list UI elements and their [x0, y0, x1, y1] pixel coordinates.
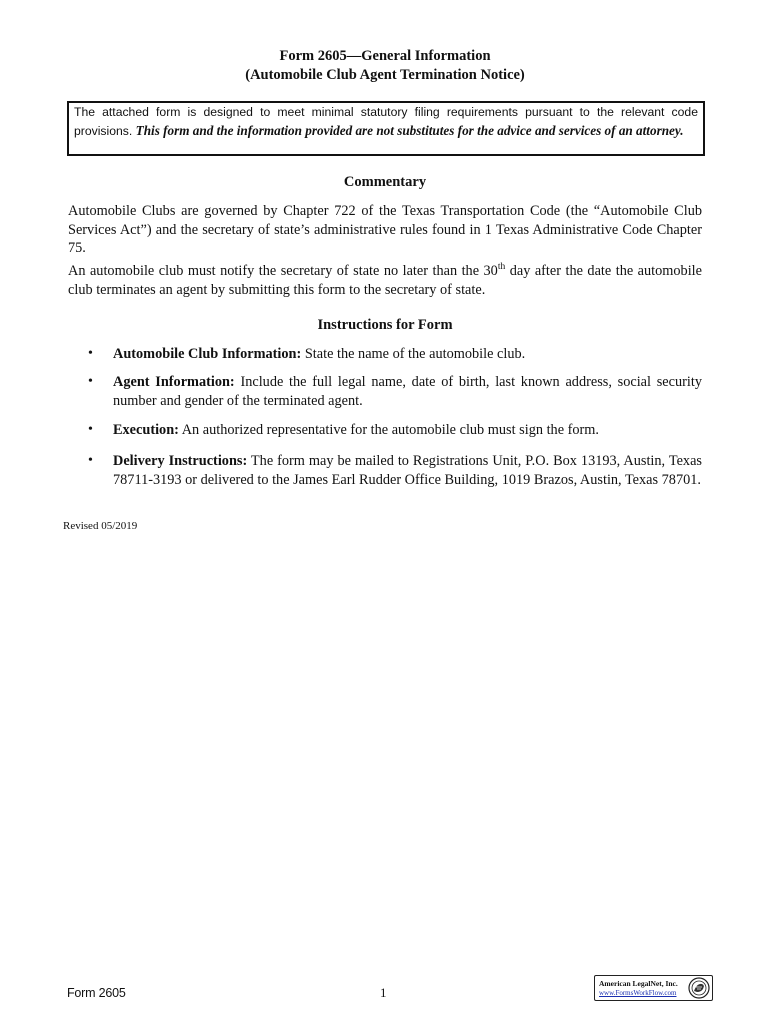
american-legalnet-badge[interactable]: [594, 975, 713, 1001]
instruction-text: [113, 373, 702, 410]
ordinal-suffix: th: [497, 262, 506, 273]
badge-org-name: American LegalNet, Inc.: [599, 979, 678, 988]
instruction-lead: Automobile Club Information:: [113, 346, 302, 362]
bullet-icon: •: [88, 453, 93, 468]
disclaimer-notice-box: [67, 101, 705, 156]
instruction-body: The form may be mailed to Registrations Unit, P.O. Box 13193, Austin, Texas 78711-3193 or delivered to the James Earl Rudder Office Building, 1019 Brazos, Austin, Texas 78701.: [113, 453, 702, 488]
instruction-text: [113, 421, 702, 440]
footer-form-label: Form 2605: [67, 986, 126, 1000]
instruction-body: Include the full legal name, date of birth, last known address, social security number and gender of the terminated agent.: [113, 374, 702, 409]
instruction-lead: Delivery Instructions:: [113, 453, 248, 469]
instruction-body: State the name of the automobile club.: [301, 346, 526, 362]
bullet-icon: •: [88, 374, 93, 389]
revision-date: Revised 05/2019: [63, 520, 138, 532]
instructions-heading: Instructions for Form: [317, 317, 453, 333]
badge-url-link[interactable]: www.FormsWorkFlow.com: [599, 989, 677, 997]
instruction-body: An authorized representative for the automobile club must sign the form.: [178, 422, 599, 438]
commentary-paragraph-2: [68, 262, 702, 299]
commentary-paragraph-1: Automobile Clubs are governed by Chapter 722 of the Texas Transportation Code (the “Automobile Club Services Act”) and the secretary of state’s administrative rules found in 1 Texas Administrative Code Chapter 75.: [68, 203, 702, 257]
commentary-heading: Commentary: [343, 174, 427, 190]
footer-page-number: 1: [380, 985, 387, 1000]
disclaimer-emphasis: This form and the information provided are not substitutes for the advice and services of an attorney.: [135, 122, 684, 138]
paragraph-2-text-start: An automobile club must notify the secretary of state no later than the 30: [68, 263, 498, 279]
paragraph-2-text-end: day after the date the automobile club terminates an agent by submitting this form to the secretary of state.: [68, 263, 702, 298]
instruction-text: [113, 452, 702, 489]
disclaimer-text: The attached form is designed to meet minimal statutory filing requirements pursuant to the relevant code provisions.: [74, 105, 698, 138]
form-title: Form 2605—General Information: [279, 48, 491, 64]
instruction-text: [113, 345, 702, 364]
bullet-icon: •: [88, 422, 93, 437]
instruction-lead: Agent Information:: [113, 374, 235, 390]
american-legalnet-logo-icon: [688, 977, 710, 999]
form-subtitle: (Automobile Club Agent Termination Notice): [245, 67, 525, 83]
instruction-lead: Execution:: [113, 422, 179, 438]
bullet-icon: •: [88, 346, 93, 361]
